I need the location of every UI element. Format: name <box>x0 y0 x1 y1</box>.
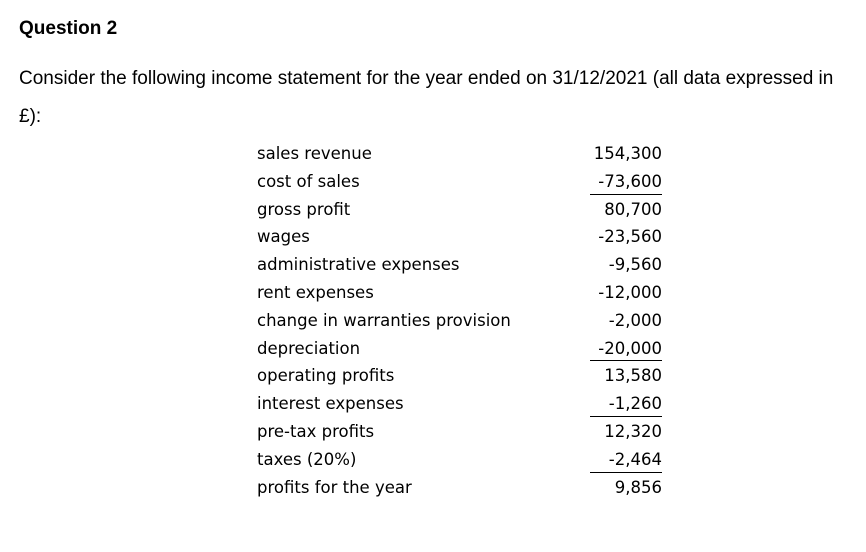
row-label: gross profit <box>257 199 351 219</box>
row-amount: -2,464 <box>608 449 662 469</box>
row-amount: -20,000 <box>598 338 662 358</box>
row-label: wages <box>257 227 310 247</box>
subtotal-rule <box>590 360 662 361</box>
row-amount: 80,700 <box>604 199 662 219</box>
question-title: Question 2 <box>19 18 118 39</box>
row-amount: 9,856 <box>614 477 662 497</box>
row-amount: -12,000 <box>598 282 662 302</box>
statement-row-cost-of-sales <box>257 168 662 196</box>
row-label: cost of sales <box>257 171 360 191</box>
statement-row-profits-for-year <box>257 474 662 502</box>
statement-row-wages <box>257 223 662 251</box>
row-amount: -9,560 <box>608 255 662 275</box>
row-amount: -1,260 <box>608 394 662 414</box>
row-label: pre-tax profits <box>257 421 375 441</box>
row-amount: -2,000 <box>608 310 662 330</box>
statement-row-rent-expenses <box>257 279 662 307</box>
statement-row-operating-profits <box>257 362 662 390</box>
row-label: depreciation <box>257 338 361 358</box>
row-label: rent expenses <box>257 282 374 302</box>
row-label: operating profits <box>257 366 395 386</box>
row-label: administrative expenses <box>257 255 460 275</box>
row-label: profits for the year <box>257 477 412 497</box>
statement-row-warranties-provision <box>257 307 662 335</box>
row-amount: 13,580 <box>604 366 662 386</box>
income-statement-table <box>257 140 662 501</box>
row-amount: -73,600 <box>598 171 662 191</box>
statement-row-taxes <box>257 446 662 474</box>
row-amount: 154,300 <box>593 144 662 163</box>
row-label: taxes (20%) <box>257 449 357 469</box>
subtotal-rule <box>590 416 662 417</box>
row-label: interest expenses <box>257 394 404 414</box>
question-intro: Consider the following income statement for the year ended on 31/12/2021 (all data expressed in £): <box>19 68 834 127</box>
row-amount: 12,320 <box>604 421 662 441</box>
subtotal-rule <box>590 194 662 195</box>
row-label: change in warranties provision <box>257 310 511 330</box>
row-amount: -23,560 <box>598 227 662 247</box>
statement-row-administrative-expenses <box>257 251 662 279</box>
statement-row-pre-tax-profits <box>257 418 662 446</box>
row-label: sales revenue <box>257 144 372 163</box>
subtotal-rule <box>590 472 662 473</box>
statement-row-depreciation <box>257 335 662 363</box>
statement-row-sales-revenue <box>257 140 662 168</box>
statement-row-interest-expenses <box>257 390 662 418</box>
statement-row-gross-profit <box>257 196 662 224</box>
